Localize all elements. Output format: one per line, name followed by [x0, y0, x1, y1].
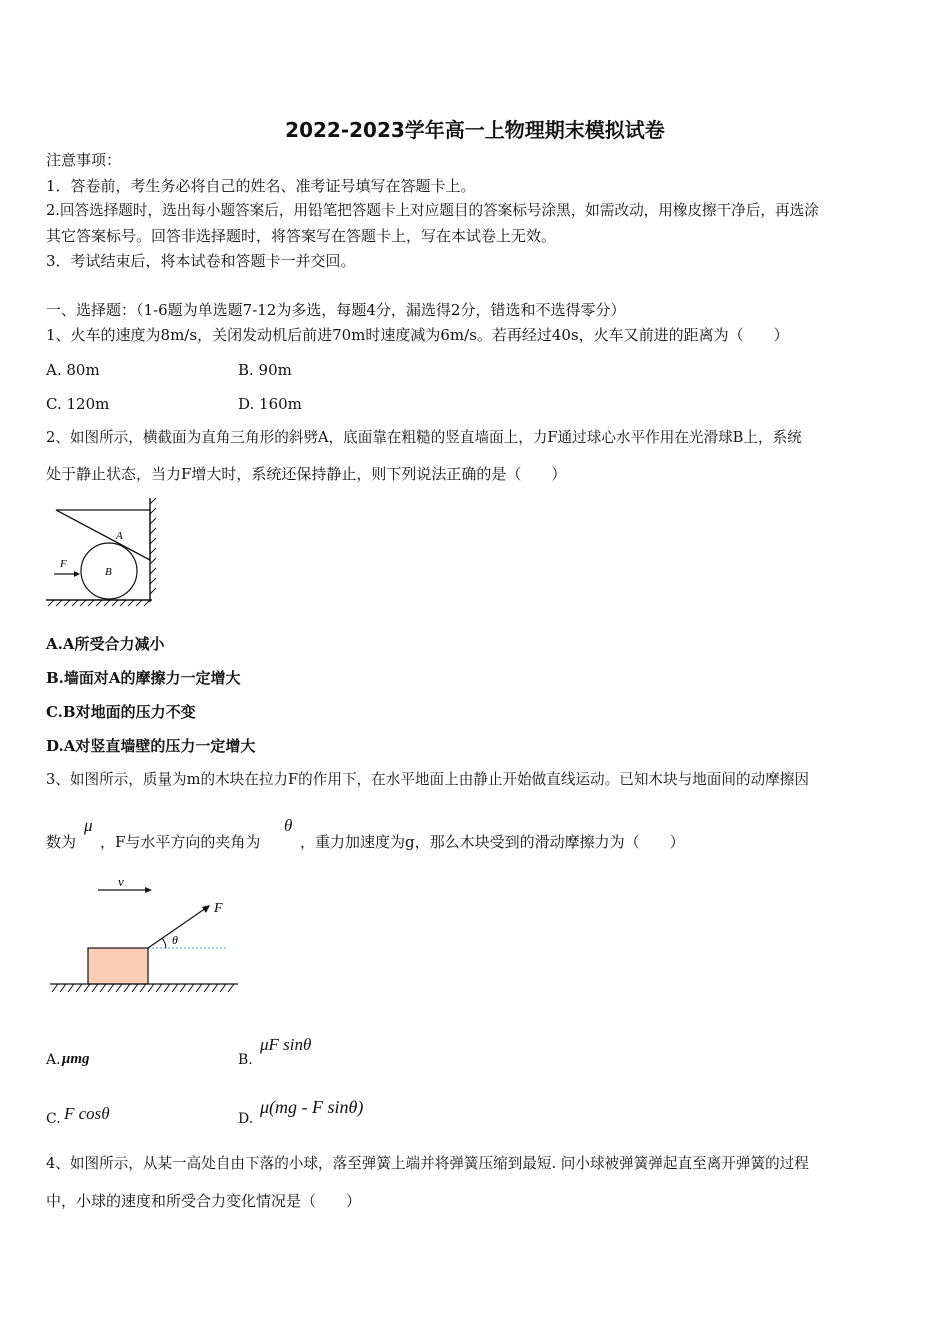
- notice-heading: 注意事项：: [46, 151, 122, 169]
- question-3-line-2-a: 数为: [46, 833, 77, 851]
- question-1-option-c[interactable]: C. 120m: [46, 395, 110, 413]
- notice-item-3: 3．考试结束后，将本试卷和答题卡一并交回。: [46, 252, 356, 270]
- question-3-line-2-c: ，重力加速度为g，那么木块受到的滑动摩擦力为（ ）: [300, 833, 685, 851]
- notice-item-2-line-2: 其它答案标号。回答非选择题时，将答案写在答题卡上，写在本试卷上无效。: [46, 227, 557, 245]
- page-title: 2022-2023学年高一上物理期末模拟试卷: [285, 118, 665, 142]
- question-3-option-d-label[interactable]: D.: [238, 1111, 254, 1127]
- question-3-option-b-label[interactable]: B.: [238, 1052, 253, 1068]
- question-2-figure: [44, 494, 158, 608]
- question-4-line-2: 中，小球的速度和所受合力变化情况是（ ）: [46, 1192, 362, 1210]
- question-2-option-a[interactable]: A.A所受合力减小: [46, 635, 165, 653]
- label-b: B: [105, 566, 112, 578]
- question-4-line-1: 4、如图所示，从某一高处自由下落的小球，落至弹簧上端并将弹簧压缩到最短. 问小球被弹簧弹起直至离开弹簧的过程: [46, 1155, 809, 1172]
- question-2-option-c[interactable]: C.B对地面的压力不变: [46, 703, 196, 721]
- theta-symbol: θ: [284, 816, 293, 835]
- question-1-option-a[interactable]: A. 80m: [46, 361, 100, 379]
- label-f: F: [60, 558, 67, 570]
- mu-symbol: μ: [84, 816, 93, 835]
- notice-item-2-line-1: 2.回答选择题时，选出每小题答案后，用铅笔把答题卡上对应题目的答案标号涂黑，如需改动，用橡皮擦干净后，再选涂: [46, 202, 819, 219]
- question-1-option-d[interactable]: D. 160m: [238, 395, 302, 413]
- question-3-option-c-label[interactable]: C.: [46, 1111, 61, 1127]
- label-force: F: [214, 901, 223, 916]
- section-heading: 一、选择题：（1-6题为单选题7-12为多选，每题4分，漏选得2分，错选和不选得零分）: [46, 301, 626, 319]
- question-3-option-b-math[interactable]: μF sinθ: [260, 1035, 312, 1054]
- question-3-option-c-math[interactable]: F cosθ: [64, 1104, 110, 1123]
- question-3-line-1: 3、如图所示，质量为m的木块在拉力F的作用下，在水平地面上由静止开始做直线运动。已知木块与地面间的动摩擦因: [46, 771, 809, 788]
- question-1-option-b[interactable]: B. 90m: [238, 361, 292, 379]
- question-3-option-d-math[interactable]: μ(mg - F sinθ): [260, 1097, 364, 1117]
- question-3-line-2-b: ，F与水平方向的夹角为: [100, 833, 261, 851]
- question-2-line-2: 处于静止状态，当力F增大时，系统还保持静止，则下列说法正确的是（ ）: [46, 465, 567, 483]
- question-3-option-a-label[interactable]: A.: [46, 1052, 61, 1068]
- notice-item-1: 1．答卷前，考生务必将自己的姓名、准考证号填写在答题卡上。: [46, 177, 476, 195]
- label-theta: θ: [172, 933, 178, 947]
- question-2-line-1: 2、如图所示，横截面为直角三角形的斜劈A，底面靠在粗糙的竖直墙面上，力F通过球心水平作用在光滑球B上，系统: [46, 429, 802, 446]
- question-2-option-d[interactable]: D.A对竖直墙壁的压力一定增大: [46, 737, 256, 755]
- question-3-option-a-math[interactable]: μmg: [62, 1051, 90, 1067]
- label-a: A: [116, 530, 123, 542]
- question-2-option-b[interactable]: B.墙面对A的摩擦力一定增大: [46, 669, 241, 687]
- question-1-stem: 1、火车的速度为8m/s，关闭发动机后前进70m时速度减为6m/s。若再经过40s，火车又前进的距离为（ ）: [46, 326, 789, 344]
- question-3-figure: [48, 868, 244, 998]
- label-v: v: [118, 874, 124, 889]
